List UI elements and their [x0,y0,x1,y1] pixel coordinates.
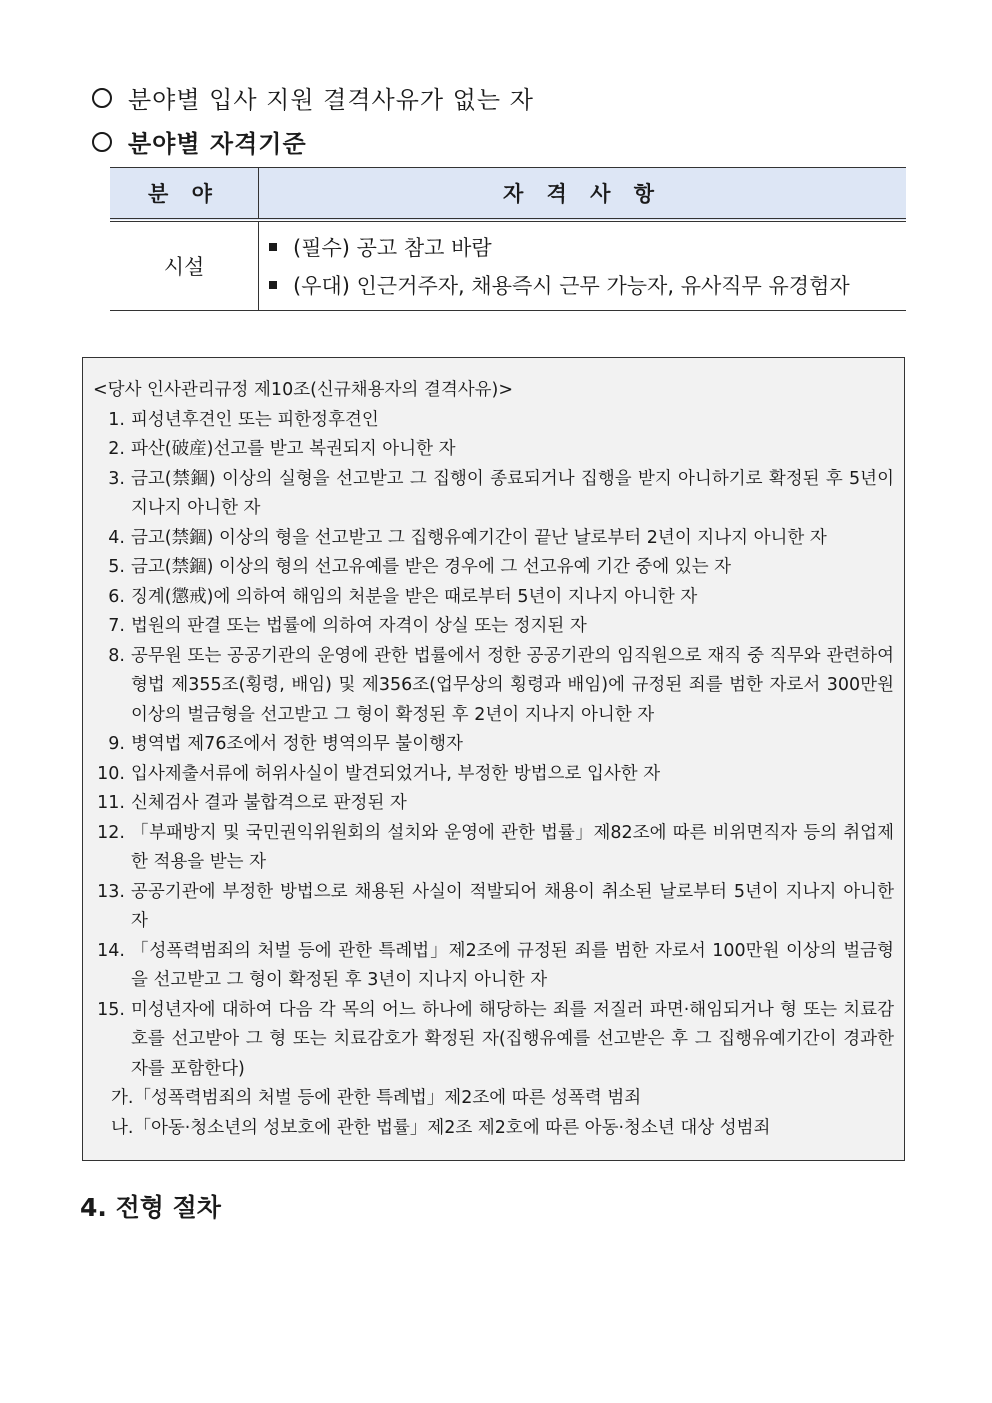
field-cell: 시설 [110,220,259,311]
list-item [93,819,894,878]
rules-list [93,406,894,1085]
qualification-table [110,167,906,311]
header-field: 분 야 [110,168,259,221]
list-item [93,612,894,642]
item-number: 4. [108,527,125,548]
bullet-disqualification [92,80,534,115]
item-number: 13. [97,881,125,902]
item-number: 10. [97,763,125,784]
item-number: 9. [108,734,125,754]
rules-title: <당사 인사관리규정 제10조(신규채용자의 결격사유)> [93,380,514,400]
list-item [93,465,894,524]
bullet-text: 분야별 자격기준 [128,130,307,158]
requirement-text: (필수) 공고 참고 바람 [293,236,492,260]
item-number: 8. [108,645,125,666]
item-text: 병역법 제76조에서 정한 병역의무 불이행자 [131,734,463,754]
item-number: 15. [97,999,125,1020]
item-number: 14. [97,940,125,961]
list-item [93,760,894,790]
item-number: 6. [108,586,125,607]
list-item [93,996,894,1085]
circle-bullet-icon [92,88,112,108]
square-bullet-icon [269,281,277,289]
disqualification-rules-box [82,357,905,1161]
section-title: 4. 전형 절차 [80,1193,221,1222]
item-text: 피성년후견인 또는 피한정후견인 [131,409,379,430]
item-text: 법원의 판결 또는 법률에 의하여 자격이 상실 또는 정지된 자 [131,616,587,636]
item-number: 2. [108,439,125,459]
item-text: 금고(禁錮) 이상의 형의 선고유예를 받은 경우에 그 선고유예 기간 중에 있는 자 [131,557,732,577]
item-text: 공공기관에 부정한 방법으로 채용된 사실이 적발되어 채용이 취소된 날로부터 5년이 지나지 아니한 자 [131,881,894,931]
list-item [93,553,894,583]
item-text: 「성폭력범죄의 처벌 등에 관한 특례법」제2조에 규정된 죄를 범한 자로서 100만원 이상의 벌금형을 선고받고 그 형이 확정된 후 3년이 지나지 아니한 자 [131,940,894,990]
list-item [93,937,894,996]
item-text: 금고(禁錮) 이상의 실형을 선고받고 그 집행이 종료되거나 집행을 받지 아니하기로 확정된 후 5년이 지나지 아니한 자 [131,468,894,518]
square-bullet-icon [269,243,277,251]
list-item [93,878,894,937]
requirement-text: (우대) 인근거주자, 채용즉시 근무 가능자, 유사직무 유경험자 [293,274,850,298]
item-text: 「부패방지 및 국민권익위원회의 설치와 운영에 관한 법률」제82조에 따른 비위면직자 등의 취업제한 적용을 받는 자 [131,822,894,872]
item-number: 1. [108,409,125,430]
requirement-item [269,266,906,304]
item-text: 미성년자에 대하여 다음 각 목의 어느 하나에 해당하는 죄를 저질러 파면·해임되거나 형 또는 치료감호를 선고받아 그 형 또는 치료감호가 확정된 자(집행유예를 선고받은 후 그 집행유예기간이 경과한 자를 포함한다) [131,999,894,1079]
list-item [93,789,894,819]
item-text: 공무원 또는 공공기관의 운영에 관한 법률에서 정한 공공기관의 임직원으로 재직 중 직무와 관련하여 형법 제355조(횡령, 배임) 및 제356조(업무상의 횡령과 배임)에 규정된 죄를 범한 자로서 300만원 이상의 벌금형을 선고받고 그 형이 확정된 후 2년이 지나지 아니한 자 [131,645,894,725]
list-item [93,583,894,613]
requirements-cell [259,220,907,311]
circle-bullet-icon [92,132,112,152]
item-text: 금고(禁錮) 이상의 형을 선고받고 그 집행유예기간이 끝난 날로부터 2년이 지나지 아니한 자 [131,527,827,548]
item-text: 파산(破産)선고를 받고 복권되지 아니한 자 [131,439,456,459]
list-item [93,524,894,554]
item-number: 11. [97,793,125,813]
list-item [93,435,894,465]
list-item [93,406,894,436]
bullet-text: 분야별 입사 지원 결격사유가 없는 자 [128,86,534,114]
bullet-qualification-criteria [92,124,307,159]
sub-item: 나.「아동·청소년의 성보호에 관한 법률」제2조 제2호에 따른 아동·청소년 대상 성범죄 [111,1117,771,1138]
list-item [93,730,894,760]
item-number: 7. [108,616,125,636]
item-number: 12. [97,822,125,843]
item-text: 입사제출서류에 허위사실이 발견되었거나, 부정한 방법으로 입사한 자 [131,763,661,784]
item-text: 징계(懲戒)에 의하여 해임의 처분을 받은 때로부터 5년이 지나지 아니한 자 [131,586,698,607]
sub-item: 가.「성폭력범죄의 처벌 등에 관한 특례법」제2조에 따른 성폭력 범죄 [111,1088,642,1108]
item-text: 신체검사 결과 불합격으로 판정된 자 [131,793,407,813]
list-item [93,642,894,731]
requirement-item [269,228,906,266]
table-row [110,220,906,311]
item-number: 3. [108,468,125,489]
item-number: 5. [108,557,125,577]
header-qualifications: 자 격 사 항 [259,168,907,221]
